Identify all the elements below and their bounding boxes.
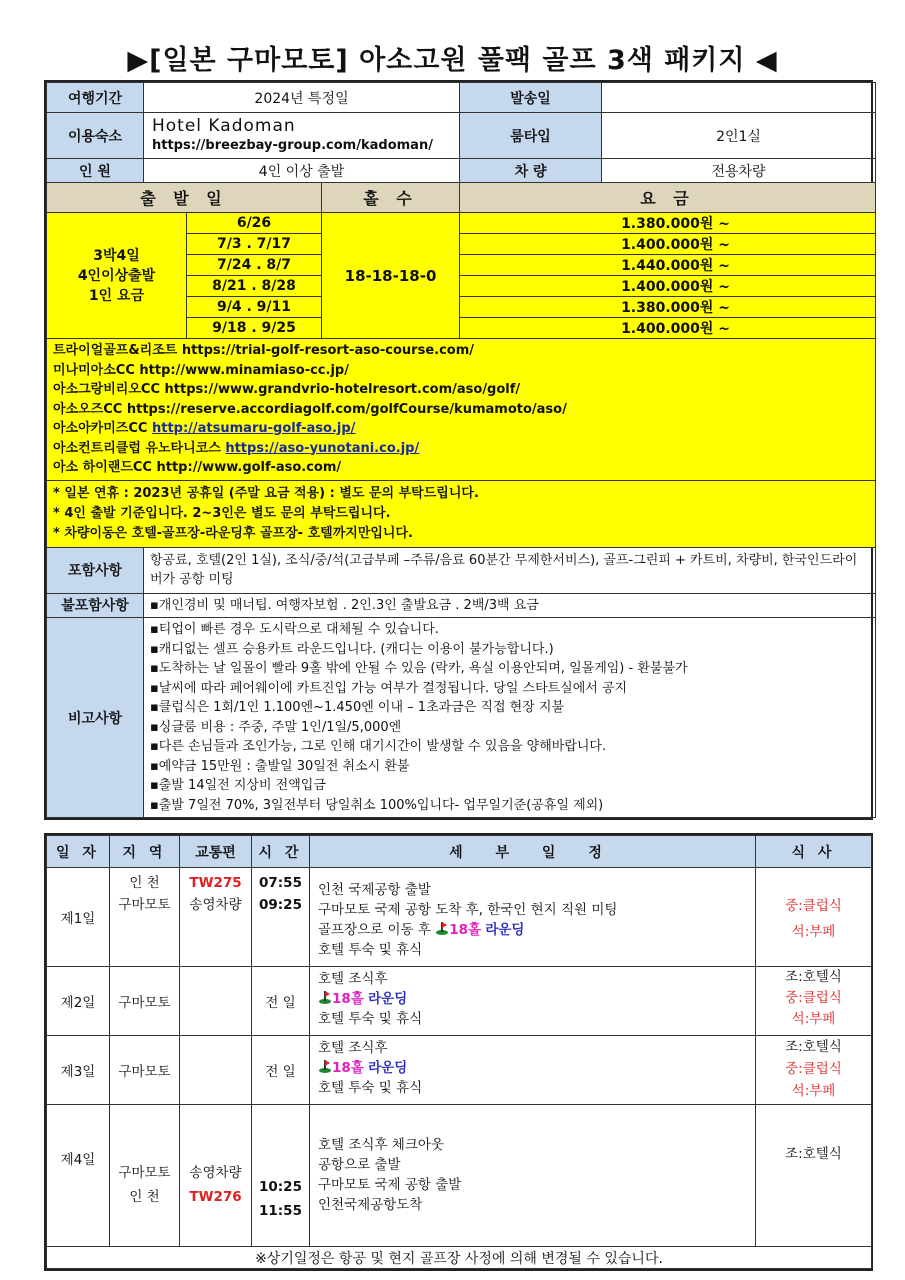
period-value: 2024년 특정일 xyxy=(144,83,460,113)
transport-cell xyxy=(180,868,252,967)
notice-item: * 차량이동은 호텔-골프장-라운딩후 골프장- 호텔까지만입니다. xyxy=(53,525,413,541)
meals-cell xyxy=(756,1105,872,1247)
price-value: 1.380.000원 ~ xyxy=(460,213,876,234)
remark-item: ▪싱글룸 비용 : 주중, 주말 1인/1일/5,000엔 xyxy=(150,719,402,735)
itinerary-row-day3 xyxy=(47,1036,872,1105)
vehicle-value: 전용차량 xyxy=(602,159,876,183)
departure-date: 6/26 xyxy=(187,213,322,234)
price-value: 1.400.000원 ~ xyxy=(460,276,876,297)
departure-date: 8/21 . 8/28 xyxy=(187,276,322,297)
people-label: 인 원 xyxy=(47,159,144,183)
itinerary-row-day1 xyxy=(47,868,872,967)
itinerary-row-day2 xyxy=(47,967,872,1036)
course-link[interactable]: https://aso-yunotani.co.jp/ xyxy=(225,440,420,456)
header-meals: 식 사 xyxy=(756,836,872,868)
hotel-label: 이용숙소 xyxy=(47,113,144,159)
meals-cell xyxy=(756,868,872,967)
time: 11:55 xyxy=(259,1203,302,1219)
remark-item: ▪다른 손님들과 조인가능, 그로 인해 대기시간이 발생할 수 있음을 양해바랍니다. xyxy=(150,739,607,754)
remark-item: ▪출발 7일전 70%, 3일전부터 당일취소 100%입니다- 업무일기준(공휴일 제외) xyxy=(150,797,604,813)
remark-item: ▪클럽식은 1회/1인 1.100엔~1.450엔 이내 – 1초과금은 직접 현장 지불 xyxy=(150,700,565,715)
details-cell xyxy=(310,1105,756,1247)
course-name: 트라이얼골프&리조트 xyxy=(53,343,178,358)
day-label: 제1일 xyxy=(47,868,110,967)
golf-holes: 18홀 xyxy=(332,991,364,1007)
detail-line xyxy=(318,920,747,940)
details-cell xyxy=(310,1036,756,1105)
flight-number: TW275 xyxy=(189,875,242,891)
send-date-value xyxy=(602,83,876,113)
detail-line: 인천국제공항도착 xyxy=(318,1197,423,1213)
included-label: 포함사항 xyxy=(47,547,144,593)
meal: 조:호텔식 xyxy=(785,1039,842,1055)
detail-line xyxy=(318,989,747,1009)
detail-line: 호텔 조식후 체크아웃 xyxy=(318,1137,444,1153)
course-name: 아소아카미즈CC xyxy=(53,421,148,436)
page-title: ▶[일본 구마모토] 아소고원 풀팩 골프 3색 패키지 ◀ xyxy=(127,45,778,76)
region: 인 천 xyxy=(129,1189,160,1205)
flight-number: TW276 xyxy=(189,1189,242,1205)
transport: 송영차량 xyxy=(189,897,242,913)
meal: 조:호텔식 xyxy=(785,969,842,985)
price-value: 1.440.000원 ~ xyxy=(460,255,876,276)
header-details: 세 부 일 정 xyxy=(310,836,756,868)
room-type-value: 2인1실 xyxy=(602,113,876,159)
time: 전 일 xyxy=(252,1036,310,1105)
golf-flag-icon xyxy=(318,1059,332,1073)
price-header: 요 금 xyxy=(460,183,876,213)
course-name: 미나미아소CC xyxy=(53,362,135,378)
departure-date: 7/24 . 8/7 xyxy=(187,255,322,276)
itinerary-table xyxy=(44,833,873,1271)
golf-round: 라운딩 xyxy=(368,1060,408,1076)
transport-cell xyxy=(180,1105,252,1247)
remarks-label: 비고사항 xyxy=(47,618,144,818)
time: 09:25 xyxy=(259,897,302,913)
course-item xyxy=(53,439,869,459)
people-value: 4인 이상 출발 xyxy=(144,159,460,183)
meal: 중:클럽식 xyxy=(785,990,842,1006)
schedule-footer-note: ※상기일정은 항공 및 현지 골프장 사정에 의해 변경될 수 있습니다. xyxy=(47,1247,872,1269)
meal: 석:부페 xyxy=(791,924,836,940)
course-link[interactable]: http://atsumaru-golf-aso.jp/ xyxy=(151,421,356,436)
course-name: 아소그랑비리오CC xyxy=(53,382,160,397)
course-name: 아소 하이랜드CC xyxy=(53,460,152,475)
notice-item: * 일본 연휴 : 2023년 공휴일 (주말 요금 적용) : 별도 문의 부탁드립니다. xyxy=(53,485,479,501)
header-time: 시 간 xyxy=(252,836,310,868)
remark-item: ▪날씨에 따라 페어웨이에 카트진입 가능 여부가 결정됩니다. 당일 스타트실에서 공지 xyxy=(150,680,628,696)
details-cell xyxy=(310,868,756,967)
course-item xyxy=(53,341,869,361)
course-item xyxy=(53,380,869,400)
hotel-name: Hotel Kadoman xyxy=(152,115,296,136)
period-label: 여행기간 xyxy=(47,83,144,113)
package-info-table xyxy=(44,80,873,820)
included-text: 항공료, 호텔(2인 1실), 조식/중/석(고급부페 –주류/음료 60분간 무제한서비스), 골프-그린피 + 카트비, 차량비, 한국인드라이버가 공항 미팅 xyxy=(144,547,876,593)
detail-line: 구마모토 국제 공항 출발 xyxy=(318,1177,462,1193)
course-item xyxy=(53,419,869,439)
region: 구마모토 xyxy=(118,1165,171,1181)
golf-holes: 18홀 xyxy=(332,1060,364,1076)
meal: 석:부페 xyxy=(791,1011,836,1027)
detail-line: 호텔 조식후 xyxy=(318,1040,388,1056)
course-url[interactable]: https://www.grandvrio-hotelresort.com/aso/golf/ xyxy=(164,382,521,397)
golf-round: 라운딩 xyxy=(485,922,525,938)
excluded-label: 불포함사항 xyxy=(47,593,144,618)
detail-line: 호텔 투숙 및 휴식 xyxy=(318,1011,423,1027)
region-cell xyxy=(110,868,180,967)
room-type-label: 룸타입 xyxy=(460,113,602,159)
departure-date-header: 출 발 일 xyxy=(47,183,322,213)
course-url[interactable]: https://trial-golf-resort-aso-course.com/ xyxy=(181,343,475,358)
group-label-per-person: 1인 요금 xyxy=(88,287,145,304)
detail-line: 공항으로 출발 xyxy=(318,1157,401,1173)
remark-item: ▪예약금 15만원 : 출발일 30일전 취소시 환불 xyxy=(150,758,410,774)
region: 인 천 xyxy=(129,875,160,891)
notice-item: * 4인 출발 기준입니다. 2~3인은 별도 문의 부탁드립니다. xyxy=(53,505,391,521)
header-region: 지 역 xyxy=(110,836,180,868)
holes-header: 홀 수 xyxy=(322,183,460,213)
course-url[interactable]: https://reserve.accordiagolf.com/golfCourse/kumamoto/aso/ xyxy=(126,401,567,417)
course-item xyxy=(53,400,869,420)
group-label-nights: 3박4일 xyxy=(93,247,140,264)
meal: 중:클럽식 xyxy=(785,898,842,914)
golf-course-list xyxy=(47,339,876,481)
price-value: 1.380.000원 ~ xyxy=(460,297,876,318)
departure-date: 7/3 . 7/17 xyxy=(187,234,322,255)
time-cell xyxy=(252,868,310,967)
course-item xyxy=(53,361,869,381)
detail-line: 구마모토 국제 공항 도착 후, 한국인 현지 직원 미팅 xyxy=(318,902,618,918)
departure-date: 9/18 . 9/25 xyxy=(187,318,322,339)
remark-item: ▪캐디없는 셀프 승용카트 라운드입니다. (캐디는 이용이 불가능합니다.) xyxy=(150,641,554,657)
time-cell xyxy=(252,1105,310,1247)
price-value: 1.400.000원 ~ xyxy=(460,234,876,255)
meals-cell xyxy=(756,1036,872,1105)
detail-line: 호텔 투숙 및 휴식 xyxy=(318,942,423,958)
detail-line xyxy=(318,1058,747,1078)
holes-value: 18-18-18-0 xyxy=(322,213,460,339)
region-cell xyxy=(110,1105,180,1247)
detail-line: 호텔 투숙 및 휴식 xyxy=(318,1080,423,1096)
region: 구마모토 xyxy=(118,897,171,913)
golf-flag-icon xyxy=(435,921,449,935)
time: 10:25 xyxy=(259,1179,302,1195)
course-item xyxy=(53,458,869,478)
day-label: 제4일 xyxy=(47,1105,110,1247)
transport-cell xyxy=(180,1036,252,1105)
details-cell xyxy=(310,967,756,1036)
remark-item: ▪도착하는 날 일몰이 빨라 9홀 밖에 안될 수 있음 (락카, 욕실 이용안되며, 일몰게임) - 환불불가 xyxy=(150,661,688,676)
departure-date: 9/4 . 9/11 xyxy=(187,297,322,318)
price-value: 1.400.000원 ~ xyxy=(460,318,876,339)
region: 구마모토 xyxy=(110,1036,180,1105)
day-label: 제3일 xyxy=(47,1036,110,1105)
detail-text: 골프장으로 이동 후 xyxy=(318,922,436,938)
notice-list xyxy=(47,480,876,547)
header-day: 일 자 xyxy=(47,836,110,868)
meals-cell xyxy=(756,967,872,1036)
meal: 중:클럽식 xyxy=(785,1061,842,1077)
header-transport: 교통편 xyxy=(180,836,252,868)
remarks-list xyxy=(144,618,876,818)
region: 구마모토 xyxy=(110,967,180,1036)
group-label-min-people: 4인이상출발 xyxy=(77,267,156,284)
day-label: 제2일 xyxy=(47,967,110,1036)
itinerary-row-day4 xyxy=(47,1105,872,1247)
meal: 석:부페 xyxy=(791,1083,836,1099)
meal: 조:호텔식 xyxy=(785,1146,842,1162)
course-name: 아소컨트리클럽 유노타니코스 xyxy=(53,440,221,456)
golf-round: 라운딩 xyxy=(368,991,408,1007)
vehicle-label: 차 량 xyxy=(460,159,602,183)
remark-item: ▪출발 14일전 지상비 전액입금 xyxy=(150,778,326,793)
transport-cell xyxy=(180,967,252,1036)
hotel-url[interactable]: https://breezbay-group.com/kadoman/ xyxy=(152,137,433,153)
golf-holes: 18홀 xyxy=(449,922,482,938)
detail-line: 호텔 조식후 xyxy=(318,971,388,987)
golf-flag-icon xyxy=(318,990,332,1004)
detail-line: 인천 국제공항 출발 xyxy=(318,882,431,898)
price-group-label xyxy=(47,213,187,339)
time: 07:55 xyxy=(259,875,302,891)
remark-item: ▪티업이 빠른 경우 도시락으로 대체될 수 있습니다. xyxy=(150,622,439,637)
send-date-label: 발송일 xyxy=(460,83,602,113)
time: 전 일 xyxy=(252,967,310,1036)
course-url[interactable]: http://www.minamiaso-cc.jp/ xyxy=(139,362,349,378)
course-name: 아소오즈CC xyxy=(53,401,123,417)
excluded-text: ▪개인경비 및 매너팁. 여행자보험 . 2인.3인 출발요금 . 2백/3백 요금 xyxy=(144,593,876,618)
transport: 송영차량 xyxy=(189,1165,242,1181)
course-url[interactable]: http://www.golf-aso.com/ xyxy=(156,460,342,475)
